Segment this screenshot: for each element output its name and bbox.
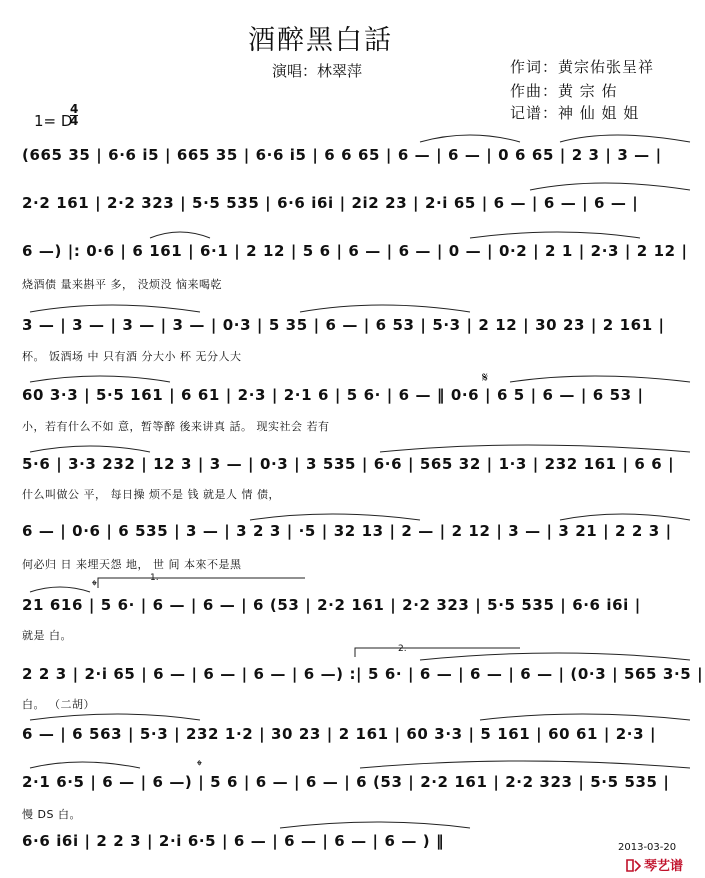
slur xyxy=(530,183,690,190)
score-line-8: 21 616 | 5 6· | 6 — | 6 — | 6 (53 | 2·2 161 | 2·2 323 | 5·5 535 | 6·6 i6i | xyxy=(22,596,641,614)
slur xyxy=(360,761,690,768)
lyric-line-2: 杯。 饭酒场 中 只有酒 分大小 杯 无分人大 xyxy=(22,350,242,363)
slur xyxy=(380,445,690,452)
song-title: 酒醉黑白話 xyxy=(248,25,393,56)
logo-text: 琴艺谱 xyxy=(644,859,684,874)
site-logo[interactable] xyxy=(626,855,683,874)
time-signature-top: 4 xyxy=(70,102,79,116)
slur xyxy=(30,762,140,768)
lyric-line-3: 小，若有什么不如 意，暂等醉 後来讲真 話。 现实社会 若有 xyxy=(22,420,330,433)
slur xyxy=(560,514,690,520)
slur xyxy=(250,514,420,520)
score-line-5: 60 3·3 | 5·5 161 | 6 61 | 2·3 | 2·1 6 | 5 6· | 6 — ‖ 0·6 | 6 5 | 6 — | 6 53 | xyxy=(22,386,644,404)
score-line-4: 3 — | 3 — | 3 — | 3 — | 0·3 | 5 35 | 6 — | 6 53 | 5·3 | 2 12 | 30 23 | 2 161 | xyxy=(22,316,665,334)
slur xyxy=(30,305,200,312)
singer-credit: 演唱：林翠萍 xyxy=(272,62,363,80)
slur xyxy=(510,376,690,382)
score-line-9: 2 2 3 | 2·i 65 | 6 — | 6 — | 6 — | 6 —) :| 5 6· | 6 — | 6 — | 6 — | (0·3 | 565 3·5 | xyxy=(22,665,704,683)
score-line-7: 6 — | 0·6 | 6 535 | 3 — | 3 2 3 | ·5 | 32 13 | 2 — | 2 12 | 3 — | 3 21 | 2 2 3 | xyxy=(22,522,672,540)
segno-sign: 𝄋 xyxy=(482,370,489,386)
score-line-6: 5·6 | 3·3 232 | 12 3 | 3 — | 0·3 | 3 535 | 6·6 | 565 32 | 1·3 | 232 161 | 6 6 | xyxy=(22,455,675,473)
lyric-line-5: 何必归 日 来埋天怨 地， 世 间 本來不是黑 xyxy=(22,558,242,571)
slur xyxy=(470,232,640,238)
slur xyxy=(30,714,200,720)
lyric-line-6: 就是 白。 xyxy=(22,629,72,642)
score-line-1: (665 35 | 6·6 i5 | 665 35 | 6·6 i5 | 6 6 65 | 6 — | 6 — | 0 6 65 | 2 3 | 3 — | xyxy=(22,146,662,164)
lyric-line-4: 什么叫做公 平， 每日操 烦不是 钱 就是人 情 债， xyxy=(22,488,280,501)
lyric-line-1: 烧酒债 量来斟平 多， 没烦没 恼来喝乾 xyxy=(22,278,222,291)
slur xyxy=(420,653,690,660)
slur xyxy=(30,376,170,382)
volta-bracket-1 xyxy=(98,578,305,588)
slur xyxy=(480,714,690,720)
lyricist-credit: 作词：黄宗佑张呈祥 xyxy=(510,58,655,76)
slur xyxy=(30,587,90,592)
volta-1-label: 1. xyxy=(150,573,159,583)
score-line-2: 2·2 161 | 2·2 323 | 5·5 535 | 6·6 i6i | 2i2 23 | 2·i 65 | 6 — | 6 — | 6 — | xyxy=(22,194,639,212)
transcriber-credit: 记谱：神 仙 姐 姐 xyxy=(510,104,640,122)
coda-sign-1: 𝄌 xyxy=(92,578,97,594)
lyric-line-8: 慢 DS 白。 xyxy=(22,808,81,821)
slur xyxy=(420,135,520,142)
time-signature-bottom: 4 xyxy=(70,114,79,128)
score-line-11: 2·1 6·5 | 6 — | 6 —) | 5 6 | 6 — | 6 — | 6 (53 | 2·2 161 | 2·2 323 | 5·5 535 | xyxy=(22,773,670,791)
transcription-date: 2013-03-20 xyxy=(618,842,677,853)
slur xyxy=(30,446,150,452)
score-line-10: 6 — | 6 563 | 5·3 | 232 1·2 | 30 23 | 2 161 | 60 3·3 | 5 161 | 60 61 | 2·3 | xyxy=(22,725,657,743)
slur xyxy=(300,305,470,312)
logo-icon xyxy=(626,859,641,872)
key-signature: 1= D xyxy=(34,112,73,130)
coda-sign-2: 𝄌 xyxy=(197,758,202,774)
lyric-line-7: 白。 （二胡） xyxy=(22,698,95,711)
score-line-12: 6·6 i6i | 2 2 3 | 2·i 6·5 | 6 — | 6 — | 6 — | 6 — ) ‖ xyxy=(22,832,445,850)
volta-bracket-2 xyxy=(355,648,520,657)
slur xyxy=(280,822,470,828)
slur xyxy=(150,232,210,238)
slur xyxy=(560,135,690,142)
volta-2-label: 2. xyxy=(398,644,407,654)
score-line-3: 6 —) |: 0·6 | 6 161 | 6·1 | 2 12 | 5 6 | 6 — | 6 — | 0 — | 0·2 | 2 1 | 2·3 | 2 12 | xyxy=(22,242,688,260)
composer-credit: 作曲：黄 宗 佑 xyxy=(510,82,618,100)
